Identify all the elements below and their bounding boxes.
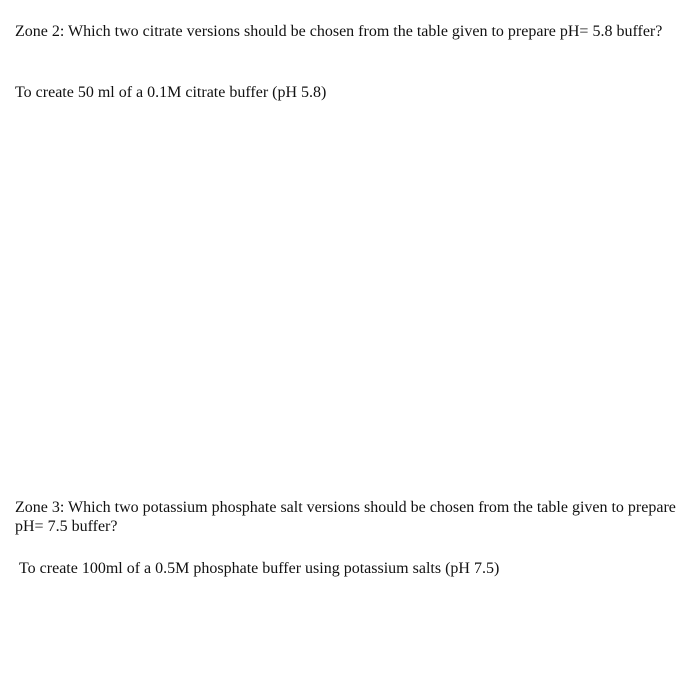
zone-2-question: Zone 2: Which two citrate versions should be chosen from the table given to prepare pH= 5.8 buffer? [15,23,663,40]
zone-3-question: Zone 3: Which two potassium phosphate salt versions should be chosen from the table given to prepare pH= 7.5 buffer? [15,499,676,535]
zone-3-prompt: To create 100ml of a 0.5M phosphate buffer using potassium salts (pH 7.5) [19,560,500,577]
zone-2-prompt: To create 50 ml of a 0.1M citrate buffer (pH 5.8) [15,84,327,101]
